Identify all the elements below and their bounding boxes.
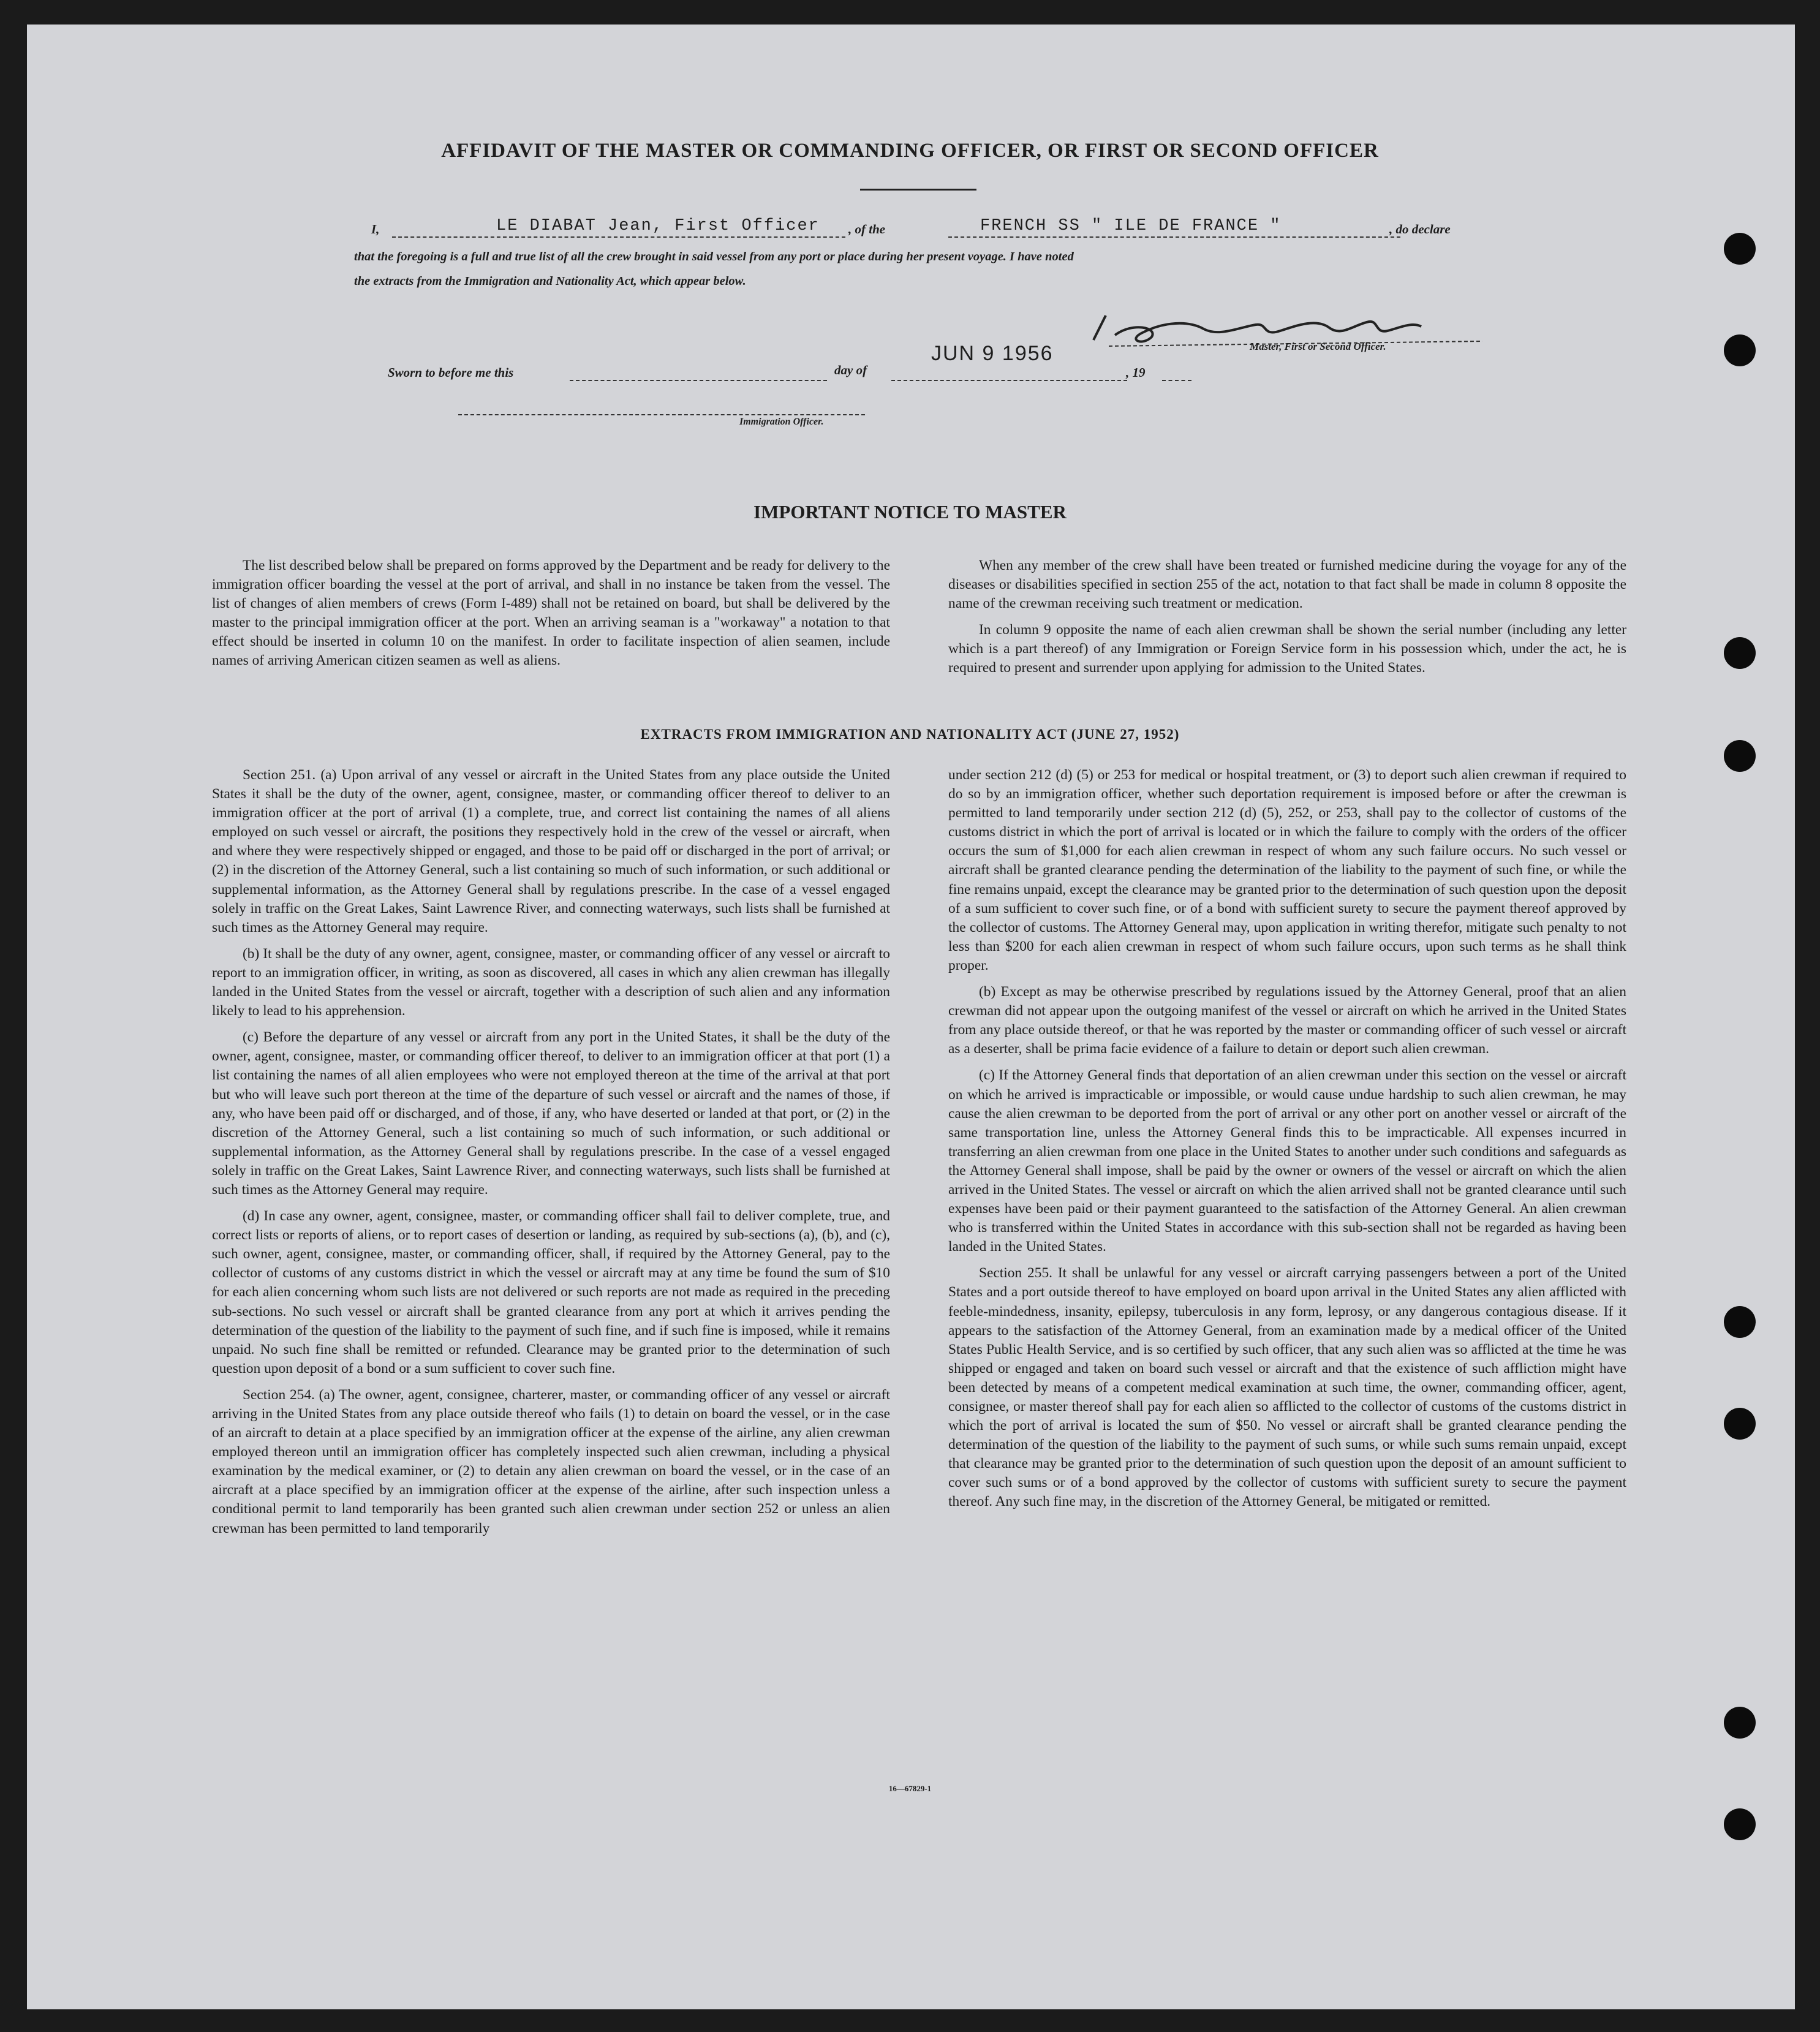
affidavit-i-label: I, bbox=[371, 222, 380, 236]
title-rule bbox=[860, 189, 976, 191]
binder-hole bbox=[1724, 233, 1756, 265]
binder-hole bbox=[1724, 1707, 1756, 1739]
act-paragraph: (b) Except as may be otherwise prescribed by regulations issued by the Attorney General, proof that an alien crewman did not appear upon the outgoing manifest of the vessel or aircraft on which he arrived in the United States from any place outside thereof, or that he was reported by the master or commanding officer of such vessel or aircraft as a deserter, shall be prima facie evidence of a failure to detain or deport such alien crewman. bbox=[948, 984, 1626, 1057]
act-paragraph: under section 212 (d) (5) or 253 for medical or hospital treatment, or (3) to deport such alien crewman if required to do so by an immigration officer, whether such deportation requirement is imposed before or after the crewman is permitted to land temporarily under section 212 (d) (5), 252, or 253, shall pay to the collector of customs of the customs district in which the port of arrival is located or in which the failure to comply with the orders of the officer occurs the sum of $1,000 for each alien crewman in respect of whom any such failure occurs. No such vessel or aircraft shall be granted clearance pending the determination of the liability to the payment of such fine, or while the fine remains unpaid, except the clearance may be granted prior to the determination of such question upon the deposit of a sum sufficient to cover such fine, or of a bond with sufficient surety to secure the payment thereof approved by the collector of customs. The Attorney General may, upon application in writing therefor, mitigate such penalty to not less than $200 for each alien crewman in respect of whom such failure occurs, upon such terms as he shall think proper. bbox=[948, 767, 1626, 973]
act-paragraph: Section 251. (a) Upon arrival of any vessel or aircraft in the United States from any place outside the United States it shall be the duty of the owner, agent, consignee, master, or commanding officer thereof to deliver to an immigration officer at the port of arrival (1) a complete, true, and correct list containing the names of all aliens employed on such vessel or aircraft, the positions they respectively hold in the crew of the vessel or aircraft, when and where they were respectively shipped or engaged, and those to be paid off or discharged in the port of arrival; or (2) in the discretion of the Attorney General, such a list containing so much of such information, or such additional or supplemental information, as the Attorney General shall by regulations prescribe. In the case of a vessel engaged solely in traffic on the Great Lakes, Saint Lawrence River, and connecting waterways, such lists shall be furnished at such times as the Attorney General may require. bbox=[212, 767, 890, 935]
officer-name-value: LE DIABAT Jean, First Officer bbox=[496, 217, 820, 235]
binder-hole bbox=[1724, 1306, 1756, 1338]
notice-paragraph: When any member of the crew shall have been treated or furnished medicine during the voyage for any of the diseases or disabilities specified in section 255 of the act, notation to that fact shall be made in column 8 opposite the name of the crewman receiving such treatment or medication. bbox=[948, 557, 1626, 612]
binder-hole bbox=[1724, 334, 1756, 366]
binder-hole bbox=[1724, 1408, 1756, 1440]
notice-paragraph: In column 9 opposite the name of each alien crewman shall be shown the serial number (including any letter which is a part thereof) of any Immigration or Foreign Service form in his possession which, under the act, he is required to present and surrender upon applying for admission to the United States. bbox=[948, 622, 1626, 676]
day-of-label: day of bbox=[834, 363, 867, 377]
officer-name-line bbox=[392, 236, 845, 238]
binder-hole bbox=[1724, 1808, 1756, 1840]
vessel-name-value: FRENCH SS " ILE DE FRANCE " bbox=[980, 217, 1282, 235]
act-left-column bbox=[212, 766, 890, 1546]
of-the-label: , of the bbox=[848, 222, 886, 236]
notice-title: IMPORTANT NOTICE TO MASTER bbox=[753, 501, 1067, 523]
notice-left-column bbox=[212, 556, 890, 678]
year-label: , 19 bbox=[1126, 365, 1146, 380]
vessel-name-line bbox=[948, 236, 1400, 238]
sworn-label: Sworn to before me this bbox=[388, 365, 514, 380]
act-paragraph: Section 255. It shall be unlawful for any vessel or aircraft carrying passengers between a port of the United States and a port outside thereof to have employed on board upon arrival in the United States any alien afflicted with feeble-mindedness, insanity, epilepsy, tuberculosis in any form, leprosy, or any dangerous contagious disease. If it appears to the satisfaction of the Attorney General, from an examination made by a medical officer of the United States Public Health Service, and is so certified by such officer, that any such alien was so afflicted at the time he was shipped or engaged and taken on board such vessel or aircraft and that the existence of such affliction might have been detected by means of a competent medical examination at such time, the owner, commanding officer, agent, consignee, or master thereof shall pay for each alien so afflicted to the collector of customs of the customs district in which the port of arrival is located the sum of $50. No vessel or aircraft shall be granted clearance pending the determination of the question of the liability to the payment of such sums, or while such sums remain unpaid, except that clearance may be granted prior to the determination of such question upon the deposit of an amount sufficient to cover such sums or of a bond approved by the collector of customs with sufficient surety to secure the payment thereof. Any such fine may, in the discretion of the Attorney General, be mitigated or remitted. bbox=[948, 1265, 1626, 1510]
sworn-month-line bbox=[891, 380, 1127, 381]
immigration-officer-line bbox=[458, 414, 865, 415]
act-right-column bbox=[948, 766, 1626, 1519]
affidavit-statement-line: that the foregoing is a full and true list of all the crew brought in said vessel from any port or place during her present voyage. I have noted bbox=[354, 250, 1074, 263]
act-paragraph: Section 254. (a) The owner, agent, consignee, charterer, master, or commanding officer of any vessel or aircraft arriving in the United States from any place outside thereof who fails (1) to detain on board the vessel, or in the case of an aircraft to detain at a place specified by an immigration officer at the expense of the airline, any alien crewman employed thereon until an immigration officer has completely inspected such alien crewman, including a physical examination by the medical examiner, or (2) to detain any alien crewman on board the vessel, or in the case of an aircraft at a place specified by an immigration officer at the expense of the airline, after such inspection unless a conditional permit to land temporarily has been granted such alien crewman under section 252 or unless an alien crewman has been permitted to land temporarily bbox=[212, 1386, 890, 1536]
form-code: 16—67829-1 bbox=[888, 1784, 932, 1793]
affidavit-extracts-line: the extracts from the Immigration and Nationality Act, which appear below. bbox=[354, 274, 746, 288]
immigration-officer-label: Immigration Officer. bbox=[739, 417, 824, 427]
affidavit-title: AFFIDAVIT OF THE MASTER OR COMMANDING OFFICER, OR FIRST OR SECOND OFFICER bbox=[441, 140, 1379, 162]
notice-paragraph: The list described below shall be prepared on forms approved by the Department and be ready for delivery to the immigration officer boarding the vessel at the port of arrival, and shall in no instance be taken from the vessel. The list of changes of alien members of crews (Form I-489) shall not be retained on board, but shall be delivered by the master to the principal immigration officer at the port. When an arriving seaman is a "workaway" a notation to that effect should be inserted in column 10 on the manifest. In order to facilitate inspection of alien seamen, include names of arriving American citizen seamen as well as aliens. bbox=[212, 557, 890, 669]
date-stamp: JUN 9 1956 bbox=[931, 342, 1054, 365]
act-paragraph: (b) It shall be the duty of any owner, agent, consignee, master, or commanding officer of any vessel or aircraft to report to an immigration officer, in writing, as soon as discovered, all cases in which any alien crewman has illegally landed in the United States from the vessel or aircraft, together with a description of such alien and any information likely to lead to his apprehension. bbox=[212, 945, 890, 1019]
sworn-day-line bbox=[570, 380, 827, 381]
notice-right-column bbox=[948, 556, 1626, 686]
extracts-title: EXTRACTS FROM IMMIGRATION AND NATIONALITY ACT (JUNE 27, 1952) bbox=[640, 727, 1180, 742]
act-paragraph: (d) In case any owner, agent, consignee, master, or commanding officer shall fail to deliver complete, true, and correct lists or reports of aliens, or to report cases of desertion or landing, as required by sub-sections (a), (b), and (c), such owner, agent, consignee, master, or commanding officer, shall, if required by the Attorney General, pay to the collector of customs of any customs district in which the vessel or aircraft may at any time be found the sum of $10 for each alien concerning whom such lists are not delivered or such reports are not made as required in the preceding sub-sections. No such vessel or aircraft shall be granted clearance from any port at which it arrives pending the determination of the question of the liability to the payment of such fine, and if such fine is imposed, while it remains unpaid. No such fine shall be remitted or refunded. Clearance may be granted prior to the determination of such question upon deposit of a bond or a sum sufficient to cover such fine. bbox=[212, 1208, 890, 1377]
binder-hole bbox=[1724, 740, 1756, 772]
year-line bbox=[1162, 380, 1191, 381]
signature-caption: Master, First or Second Officer. bbox=[1250, 341, 1386, 352]
binder-hole bbox=[1724, 637, 1756, 669]
act-paragraph: (c) Before the departure of any vessel or aircraft from any port in the United States, it shall be the duty of the owner, agent, consignee, master, or commanding officer thereof, to deliver to an immigration officer at that port (1) a list containing the names of all alien employees who were not employed thereon at the time of the arrival at that port but who will leave such port thereon at the time of the departure of such vessel or aircraft and the names of those, if any, who have been paid off or discharged, and of those, if any, who have deserted or landed at that port, or (2) in the discretion of the Attorney General, such a list containing so much of such information, or such additional or supplemental information, as the Attorney General shall by regulations prescribe. In the case of a vessel engaged solely in traffic on the Great Lakes, Saint Lawrence River, and connecting waterways, such lists shall be furnished at such times as the Attorney General may require. bbox=[212, 1029, 890, 1198]
declare-label: , do declare bbox=[1389, 222, 1451, 236]
act-paragraph: (c) If the Attorney General finds that deportation of an alien crewman under this section on the vessel or aircraft on which he arrived is impracticable or impossible, or would cause undue hardship to such alien crewman, he may cause the alien crewman to be deported from the port of arrival or any other port on another vessel or aircraft of the same transportation line, unless the Attorney General finds this to be impracticable. All expenses incurred in transferring an alien crewman from one place in the United States to another under such conditions and safeguards as the Attorney General shall impose, shall be paid by the owner or owners of the vessel or aircraft on which the alien arrived in the United States. The vessel or aircraft on which the alien arrived shall not be granted clearance until such expenses have been paid or their payment guaranteed to the satisfaction of the Attorney General. An alien crewman who is transferred within the United States in accordance with this sub-section shall not be regarded as having been landed in the United States. bbox=[948, 1067, 1626, 1255]
